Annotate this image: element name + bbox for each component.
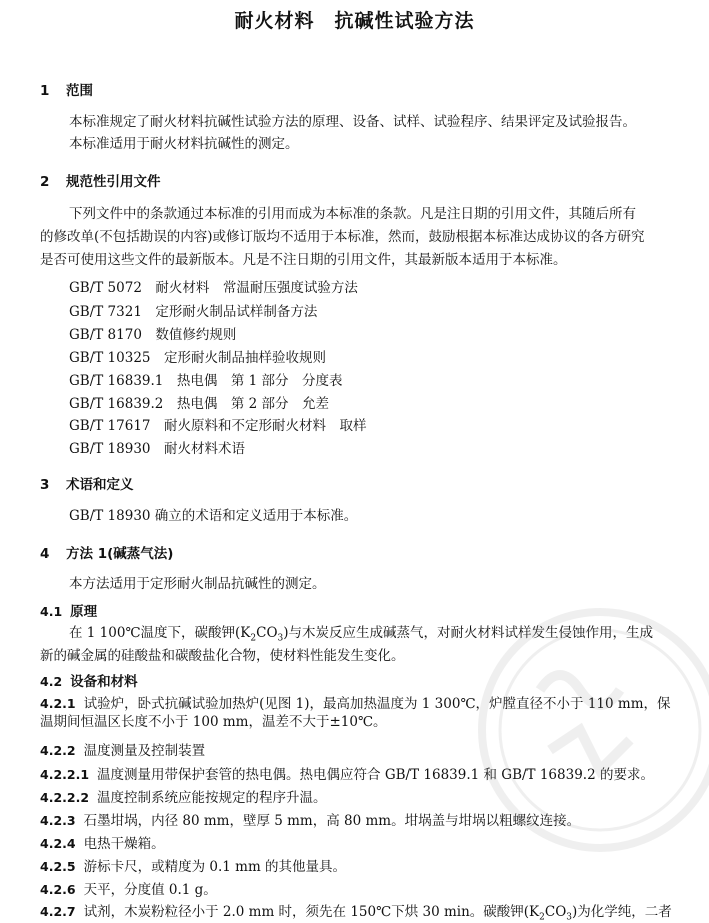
document-title: 耐火材料 抗碱性试验方法 — [234, 10, 475, 32]
clause-4-2-7: 4.2.7 试剂，木炭粉粒径小于 2.0 mm 时，须先在 150℃下烘 30 min。碳酸钾$(K_2CO_3)$为化学纯，二者 — [40, 904, 672, 923]
reference-item: GB/T 5072 耐火材料 常温耐压强度试验方法 — [69, 280, 358, 296]
reference-item: GB/T 16839.2 热电偶 第 2 部分 允差 — [69, 396, 330, 412]
reference-item: GB/T 16839.1 热电偶 第 1 部分 分度表 — [69, 373, 343, 389]
section-2-intro-line-3: 是否可使用这些文件的最新版本。凡是不注日期的引用文件，其最新版本适用于本标准。 — [40, 252, 567, 268]
clause-4-1-heading: 4.1 原理 — [40, 604, 98, 620]
section-1-para-2: 本标准适用于耐火材料抗碱性的测定。 — [69, 136, 299, 152]
clause-4-2-heading: 4.2 设备和材料 — [40, 674, 138, 690]
clause-4-2-2: 4.2.2 温度测量及控制装置 — [40, 743, 206, 759]
reference-item: GB/T 10325 定形耐火制品抽样验收规则 — [69, 350, 326, 366]
section-4-para-1: 本方法适用于定形耐火制品抗碱性的测定。 — [69, 576, 326, 592]
clause-4-2-2-1: 4.2.2.1 温度测量用带保护套管的热电偶。热电偶应符合 GB/T 16839.1 和 GB/T 16839.2 的要求。 — [40, 767, 654, 783]
section-4-heading: 4 方法 1(碱蒸气法) — [40, 546, 174, 562]
clause-4-2-3: 4.2.3 石墨坩埚，内径 80 mm，壁厚 5 mm，高 80 mm。坩埚盖与坩埚以粗螺纹连接。 — [40, 813, 581, 829]
section-3-para-1: GB/T 18930 确立的术语和定义适用于本标准。 — [69, 508, 358, 524]
clause-4-2-1-line-1: 4.2.1 试验炉，卧式抗碱试验加热炉(见图 1)，最高加热温度为 1 300℃，炉膛直径不小于 110 mm，保 — [40, 696, 671, 712]
section-2-heading: 2 规范性引用文件 — [40, 174, 161, 190]
reference-item: GB/T 18930 耐火材料术语 — [69, 441, 245, 457]
clause-4-2-6: 4.2.6 天平，分度值 0.1 g。 — [40, 882, 217, 898]
clause-4-1-line-2: 新的碱金属的硅酸盐和碳酸盐化合物，使材料性能发生变化。 — [40, 648, 405, 664]
clause-4-2-1-line-2: 温期间恒温区长度不小于 100 mm，温差不大于±10℃。 — [40, 714, 387, 730]
section-3-heading: 3 术语和定义 — [40, 477, 134, 493]
reference-item: GB/T 8170 数值修约规则 — [69, 327, 237, 343]
section-1-para-1: 本标准规定了耐火材料抗碱性试验方法的原理、设备、试样、试验程序、结果评定及试验报告。 — [69, 114, 636, 130]
clause-4-2-5: 4.2.5 游标卡尺，或精度为 0.1 mm 的其他量具。 — [40, 859, 347, 875]
clause-4-2-4: 4.2.4 电热干燥箱。 — [40, 836, 165, 852]
clause-4-2-2-2: 4.2.2.2 温度控制系统应能按规定的程序升温。 — [40, 790, 327, 806]
section-2-intro-line-1: 下列文件中的条款通过本标准的引用而成为本标准的条款。凡是注日期的引用文件，其随后所有 — [69, 206, 636, 222]
reference-item: GB/T 7321 定形耐火制品试样制备方法 — [69, 304, 318, 320]
clause-4-1-line-1: 在 1 100℃温度下，碳酸钾$(K_2CO_3)$与木炭反应生成碱蒸气，对耐火材料试样发生侵蚀作用，生成 — [69, 625, 654, 644]
section-1-heading: 1 范围 — [40, 83, 93, 99]
section-2-intro-line-2: 的修改单(不包括勘误的内容)或修订版均不适用于本标准，然而，鼓励根据本标准达成协议的各方研究 — [40, 229, 645, 245]
reference-item: GB/T 17617 耐火原料和不定形耐火材料 取样 — [69, 418, 367, 434]
